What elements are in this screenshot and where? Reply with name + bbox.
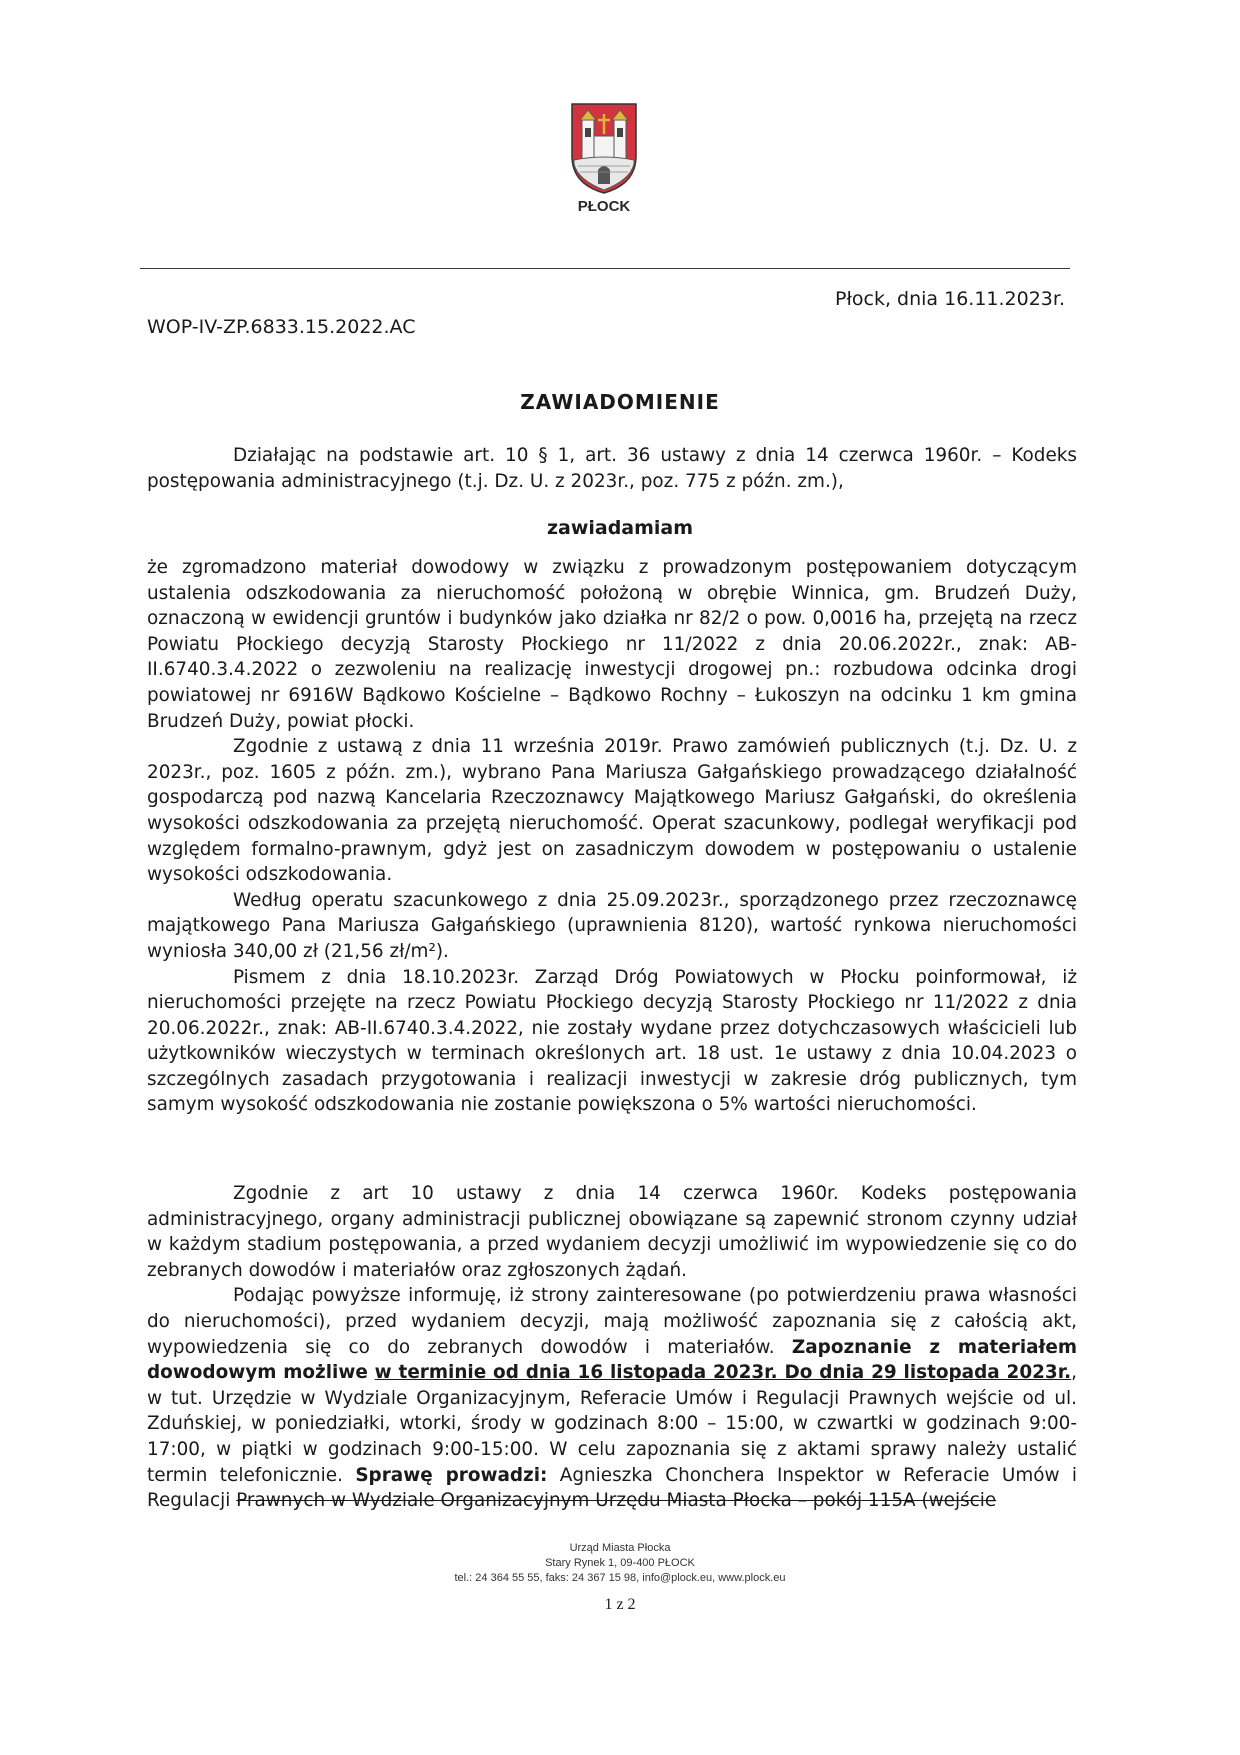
paragraph-appraiser: Zgodnie z ustawą z dnia 11 września 2019r. Prawo zamówień publicznych (t.j. Dz. U. z 2023r., poz. 1605 z późn. zm.), wybrano Pana Mariusza Gałgańskiego prowadzącego działalność gospodarczą pod nazwą Kancelaria Rzeczoznawcy Majątkowego Mariusz Gałgański, do określenia wysokości odszkodowania za przejętą nieruchomość. Operat szacunkowy, podlegał weryfikacji pod względem formalno-prawnym, gdyż jest on zasadniczym dowodem w postępowaniu o ustalenie wysokości odszkodowania. [147,736,1077,886]
city-name: PŁOCK [577,198,631,215]
case-handler-text: Agnieszka Chonchera Inspektor w Referacie Umów i Regulacji [147,1464,1077,1512]
footer-office-name: Urząd Miasta Płocka [569,1542,671,1554]
case-handler-label: Sprawę prowadzi: [355,1464,548,1486]
procedure-body [147,1181,1077,1514]
access-info-bold: Zapoznanie z materiałem dowodowym możliwe [147,1336,1077,1384]
footer-contact: tel.: 24 364 55 55, faks: 24 367 15 98, info@plock.eu, www.plock.eu [454,1572,786,1584]
letterhead-footer [0,1541,1240,1586]
paragraph-access-info [147,1283,1077,1513]
header-divider [140,268,1070,269]
paragraph-road-authority: Pismem z dnia 18.10.2023r. Zarząd Dróg Powiatowych w Płocku poinformował, iż nieruchomości przejęte na rzecz Powiatu Płockiego decyzją Starosty Płockiego nr 11/2022 z dnia 20.06.2022r., znak: AB-II.6740.3.4.2022, nie zostały wydane przez dotychczasowych właścicieli lub użytkowników wieczystych w terminach określonych art. 18 ust. 1e ustawy z dnia 10.04.2023 o szczególnych zasadach przygotowania i realizacji inwestycji w zakresie dróg publicznych, tym samym wysokość odszkodowania nie zostanie powiększona o 5% wartości nieruchomości. [147,966,1077,1116]
access-info-text-1: Podając powyższe informuję, iż strony zainteresowane (po potwierdzeniu prawa własności do nieruchomości), przed wydaniem decyzji, mają możliwość zapoznania się z całością akt, wypowiedzenia się co do zebranych dowodów i materiałów. [147,1285,1077,1358]
paragraph-evidence: że zgromadzono materiał dowodowy w związku z prowadzonym postępowaniem dotyczącym ustalenia odszkodowania za nieruchomość położoną w obrębie Winnica, gm. Brudzeń Duży, oznaczoną w ewidencji gruntów i budynków jako działka nr 82/2 o pow. 0,0016 ha, przejętą na rzecz Powiatu Płockiego decyzją Starosty Płockiego nr 11/2022 z dnia 20.06.2022r., znak: AB-II.6740.3.4.2022 o zezwoleniu na realizację inwestycji drogowej pn.: rozbudowa odcinka drogi powiatowej nr 6916W Bądkowo Kościelne – Bądkowo Rochny – Łukoszyn na odcinku 1 km gmina Brudzeń Duży, powiat płocki. [147,557,1077,732]
page-number: 1 z 2 [604,1596,636,1613]
footer-address: Stary Rynek 1, 09-400 PŁOCK [545,1557,695,1569]
place-and-date: Płock, dnia 16.11.2023r. [835,288,1065,310]
access-deadline: w terminie od dnia 16 listopada 2023r. Do dnia 29 listopada 2023r. [374,1362,1072,1384]
case-handler-text-struck: Prawnych w Wydziale Organizacyjnym Urzędu Miasta Płocka – pokój 115A (wejście [236,1490,997,1512]
plock-coat-of-arms-icon [568,100,640,196]
legal-basis-paragraph [147,443,1077,494]
legal-basis-text: Działając na podstawie art. 10 § 1, art. 36 ustawy z dnia 14 czerwca 1960r. – Kodeks postępowania administracyjnego (t.j. Dz. U. z 2023r., poz. 775 z późn. zm.), [147,445,1077,492]
paragraph-valuation: Według operatu szacunkowego z dnia 25.09.2023r., sporządzonego przez rzeczoznawcę majątkowego Pana Mariusza Gałgańskiego (uprawnienia 8120), wartość rynkowa nieruchomości wyniosła 340,00 zł (21,56 zł/m²). [147,889,1077,962]
case-number: WOP-IV-ZP.6833.15.2022.AC [147,316,416,338]
notify-heading: zawiadamiam [546,517,694,539]
document-title: ZAWIADOMIENIE [520,390,720,414]
access-info-text-2: , w tut. Urzędzie w Wydziale Organizacyjnym, Referacie Umów i Regulacji Prawnych wejście od ul. Zduńskiej, w poniedziałki, wtorki, środy w godzinach 8:00 – 15:00, w czwartki w godzinach 9:00-17:00, w piątki w godzinach 9:00-15:00. W celu zapoznania się z aktami sprawy należy ustalić termin telefonicznie. [147,1362,1078,1486]
main-body [147,555,1077,1118]
paragraph-kpa-rights: Zgodnie z art 10 ustawy z dnia 14 czerwca 1960r. Kodeks postępowania administracyjnego, organy administracji publicznej obowiązane są zapewnić stronom czynny udział w każdym stadium postępowania, a przed wydaniem decyzji umożliwić im wypowiedzenie się co do zebranych dowodów i materiałów oraz zgłoszonych żądań. [147,1183,1077,1281]
